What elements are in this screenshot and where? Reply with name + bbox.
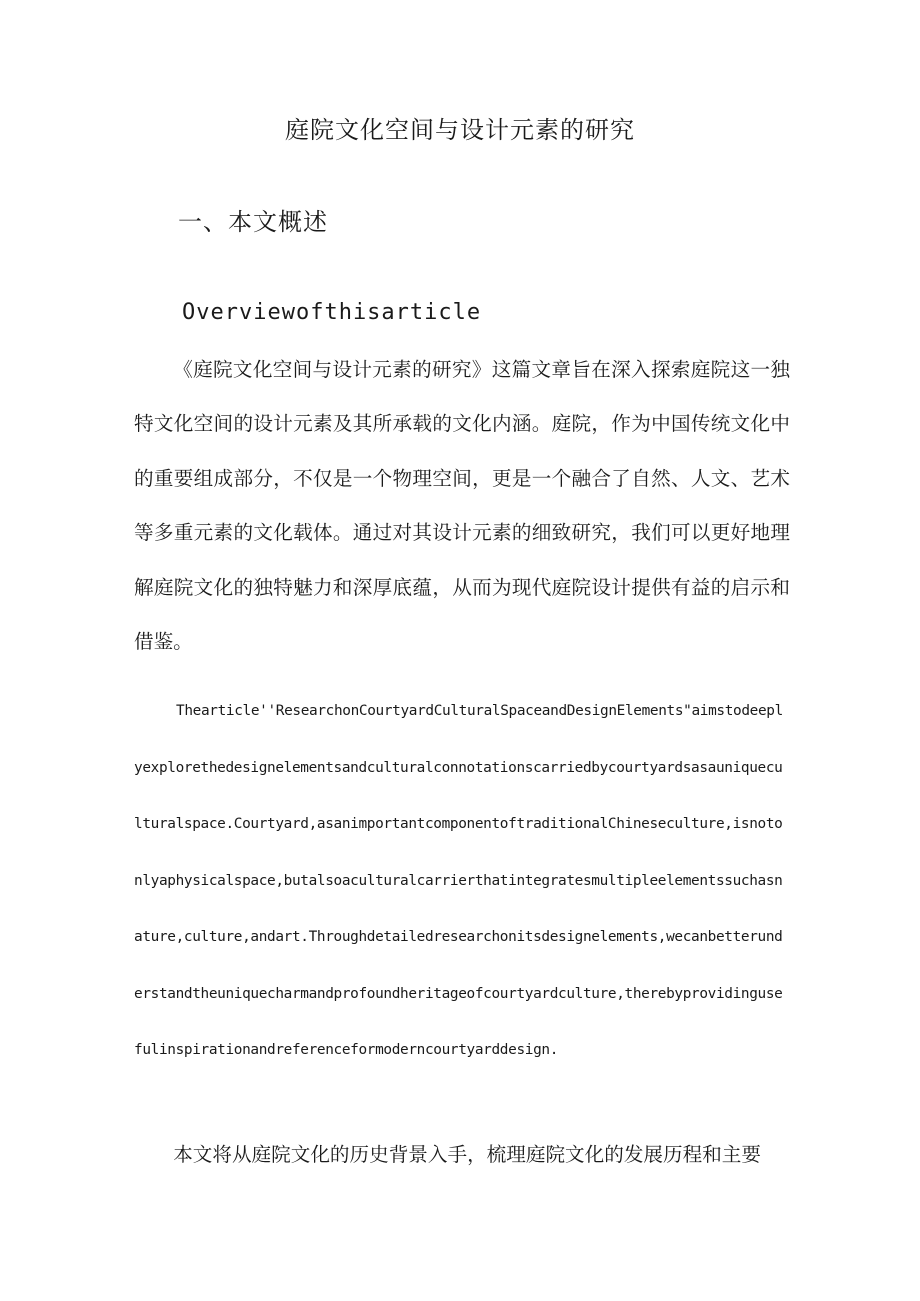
english-section-heading: Overviewofthisarticle xyxy=(182,300,482,325)
document-title: 庭院文化空间与设计元素的研究 xyxy=(285,116,635,144)
chinese-next-paragraph: 本文将从庭院文化的历史背景入手，梳理庭院文化的发展历程和主要 xyxy=(173,1143,761,1166)
english-intro-paragraph: Thearticle''ResearchonCourtyardCulturalSpaceandDesignElements"aimstodeeplyexplorethedesignelementsandculturalconnotationscarriedbycourtyardsasauniqueculturalspace.Courtyard,asanimportantcomponentoftraditionalChineseculture,isnotonlyaphysicalspace,butalsoaculturalcarrierthatintegratesmultipleelementssuchasnature,culture,andart.Throughdetailedresearchonitsdesignelements,wecanbetterunderstandtheuniquecharmandprofoundheritageofcourtyardculture,therebyprovidingusefulinspirationandreferenceformoderncourtyarddesign. xyxy=(134,703,783,1058)
chinese-intro-paragraph: 《庭院文化空间与设计元素的研究》这篇文章旨在深入探索庭院这一独特文化空间的设计元素及其所承载的文化内涵。庭院，作为中国传统文化中的重要组成部分，不仅是一个物理空间，更是一个融合了自然、人文、艺术等多重元素的文化载体。通过对其设计元素的细致研究，我们可以更好地理解庭院文化的独特魅力和深厚底蕴，从而为现代庭院设计提供有益的启示和借鉴。 xyxy=(134,358,790,654)
section-heading: 一、本文概述 xyxy=(178,208,328,236)
